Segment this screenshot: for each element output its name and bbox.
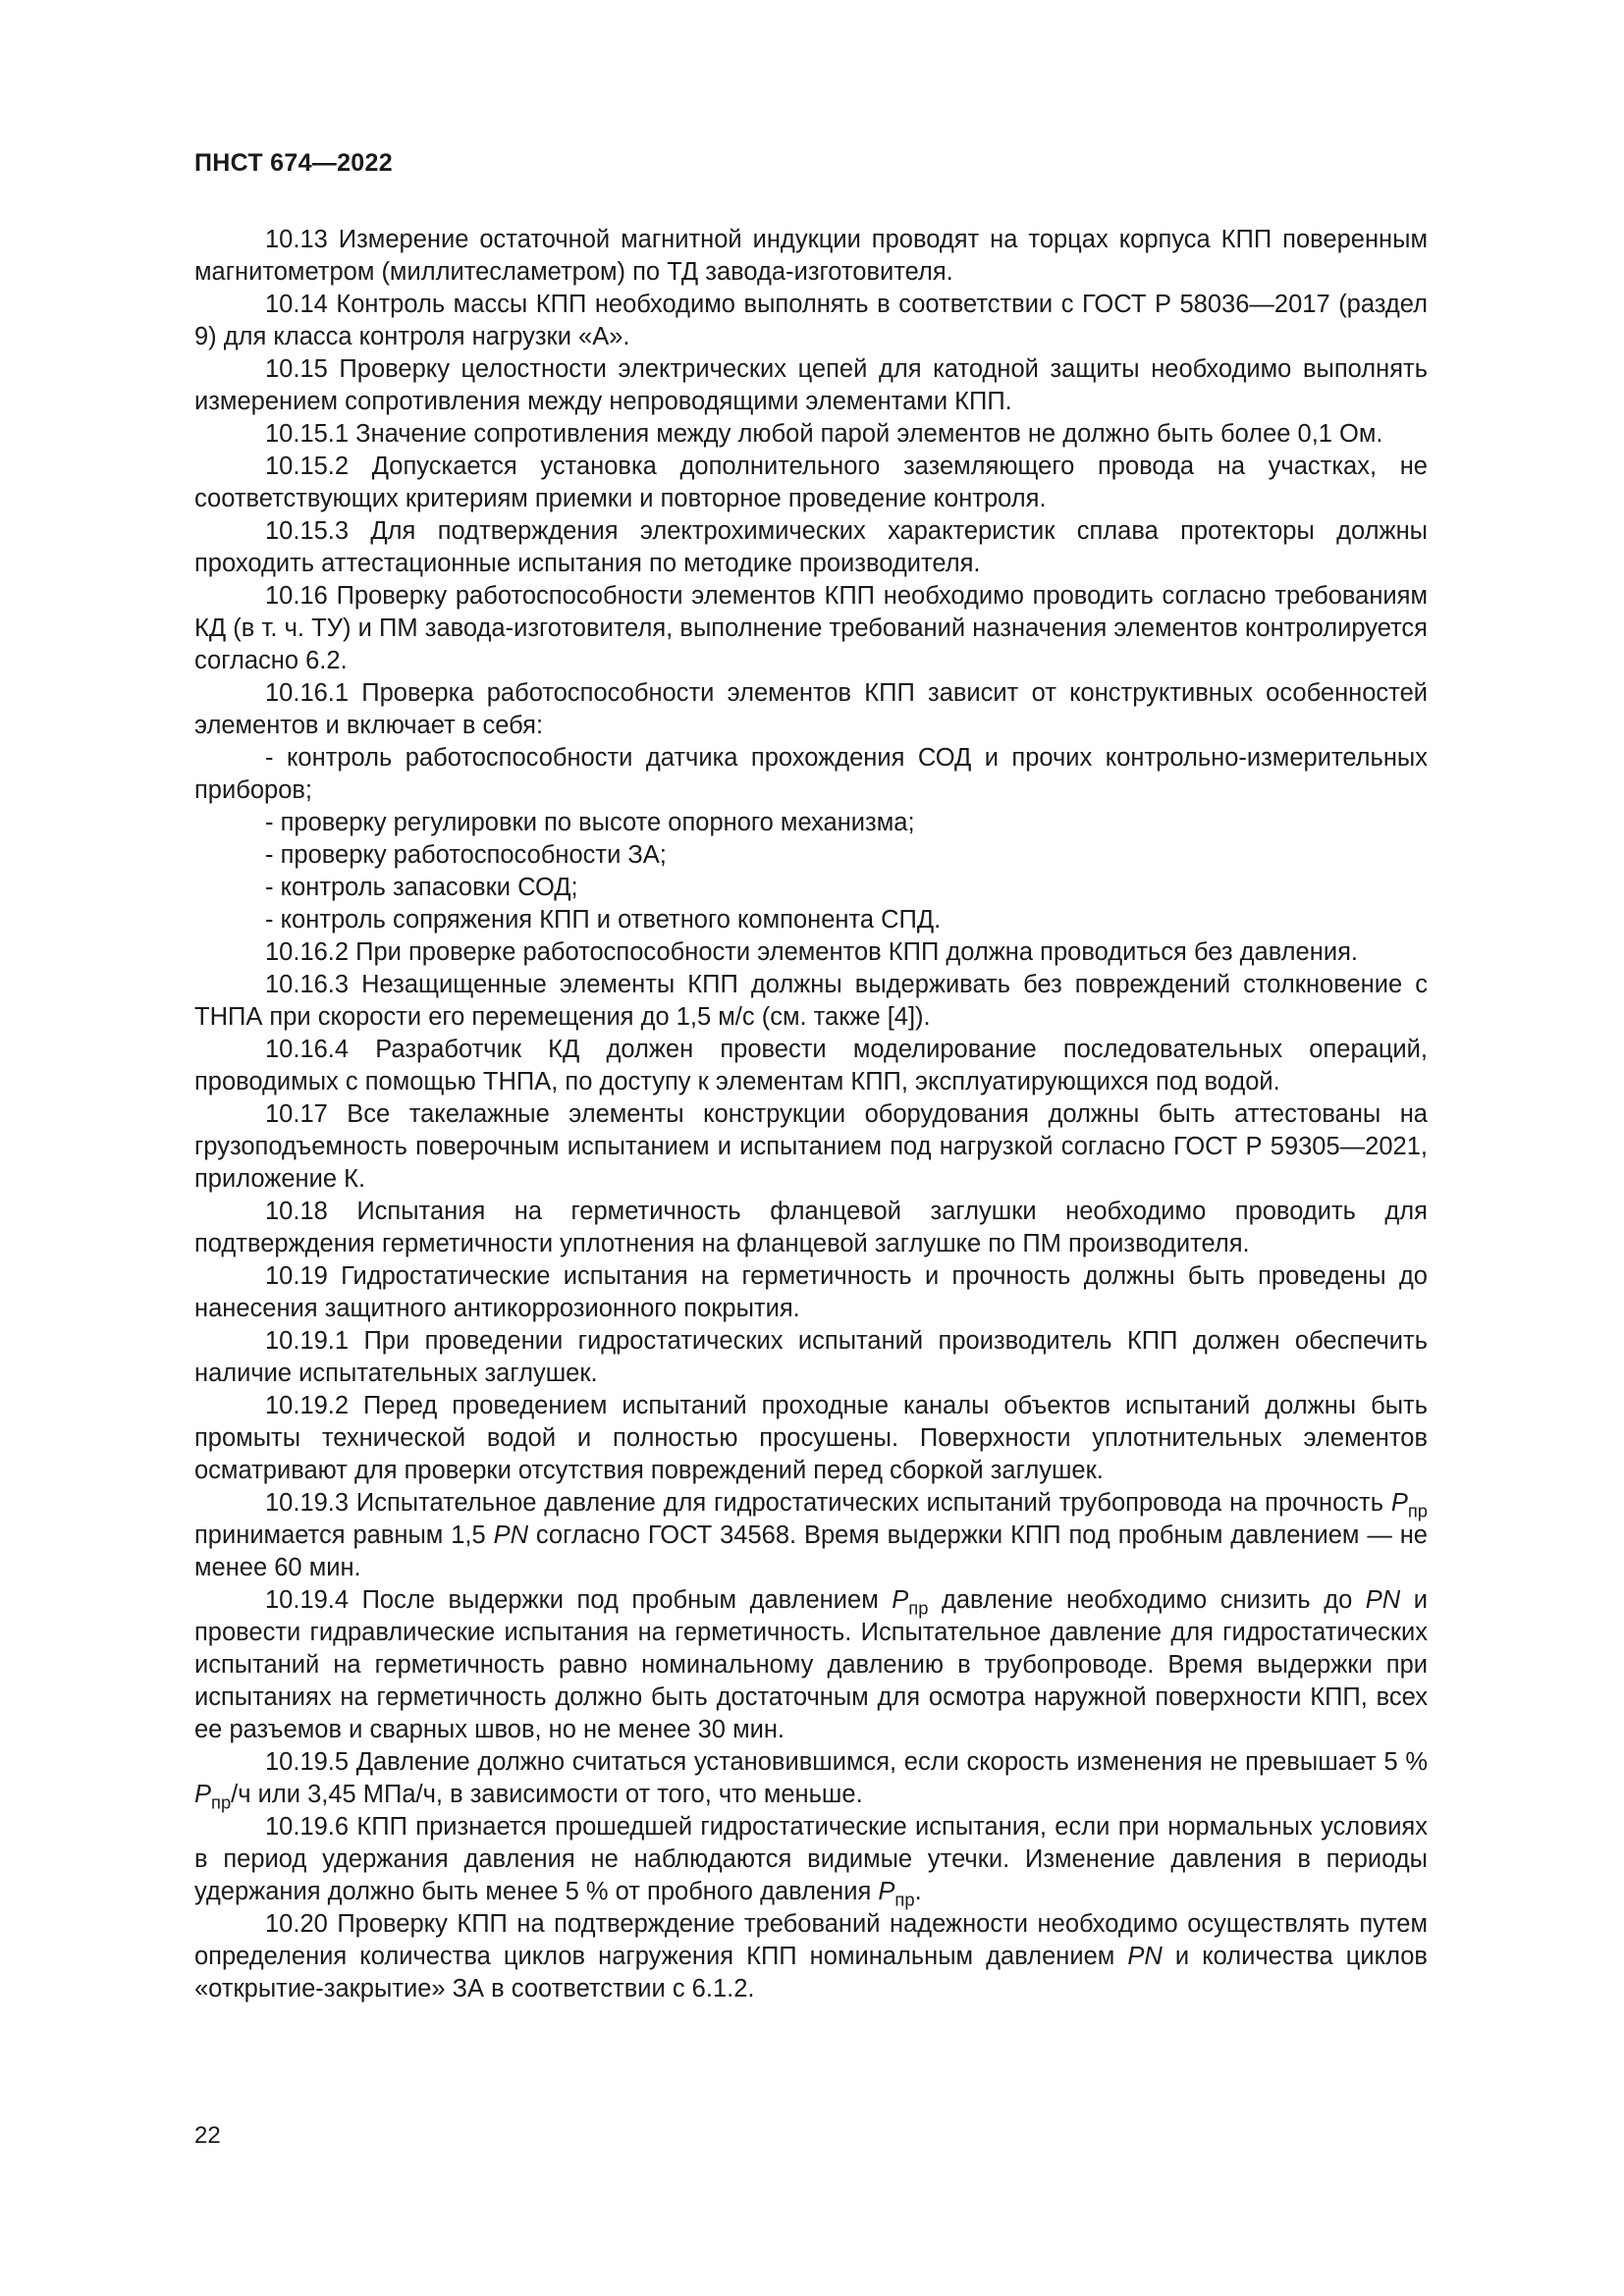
paragraph-10-16-2: 10.16.2 При проверке работоспособности элементов КПП должна проводиться без давления.	[265, 938, 1358, 966]
paragraph-10-17: 10.17 Все такелажные элементы конструкции оборудования должны быть аттестованы на грузоподъемность поверочным испытанием и испытанием под нагрузкой согласно ГОСТ Р 59305—2021, приложение К.	[194, 1100, 1428, 1193]
list-item: - проверку работоспособности ЗА;	[265, 841, 667, 869]
paragraph-10-19-5: 10.19.5 Давление должно считаться установившимся, если скорость изменения не превышает 5 % $P_{пр}/ч$ или 3,45 МПа/ч, в зависимости от того, что меньше.	[194, 1748, 1428, 1813]
list-item: - контроль запасовки СОД;	[265, 874, 578, 901]
paragraph-10-19-6: 10.19.6 КПП признается прошедшей гидростатические испытания, если при нормальных условиях в период удержания давления не наблюдаются видимые утечки. Изменение давления в периоды удержания должно быть менее 5 % от пробного давления $P_{пр}$.	[194, 1813, 1428, 1910]
paragraph-10-16: 10.16 Проверку работоспособности элементов КПП необходимо проводить согласно требованиям КД (в т. ч. ТУ) и ПМ завода-изготовителя, выполнение требований назначения элементов контролируется согласно 6.2.	[194, 582, 1428, 674]
paragraph-10-15-3: 10.15.3 Для подтверждения электрохимических характеристик сплава протекторы должны проходить аттестационные испытания по методике производителя.	[194, 517, 1428, 577]
paragraph-10-16-3: 10.16.3 Незащищенные элементы КПП должны выдерживать без повреждений столкновение с ТНПА при скорости его перемещения до 1,5 м/с (см. также [4]).	[194, 971, 1428, 1031]
paragraph-10-15-1: 10.15.1 Значение сопротивления между любой парой элементов не должно быть более 0,1 Ом.	[265, 420, 1383, 448]
paragraph-10-16-1: 10.16.1 Проверка работоспособности элементов КПП зависит от конструктивных особенностей элементов и включает в себя:	[194, 679, 1428, 739]
paragraph-10-15: 10.15 Проверку целостности электрических цепей для катодной защиты необходимо выполнять измерением сопротивления между непроводящими элементами КПП.	[194, 355, 1428, 415]
paragraph-10-13: 10.13 Измерение остаточной магнитной индукции проводят на торцах корпуса КПП поверенным магнитометром (миллитесламетром) по ТД завода-изготовителя.	[194, 226, 1428, 286]
paragraph-10-19-1: 10.19.1 При проведении гидростатических испытаний производитель КПП должен обеспечить наличие испытательных заглушек.	[194, 1327, 1428, 1387]
paragraph-10-19: 10.19 Гидростатические испытания на герметичность и прочность должны быть проведены до нанесения защитного антикоррозионного покрытия.	[194, 1262, 1428, 1322]
paragraph-10-18: 10.18 Испытания на герметичность фланцевой заглушки необходимо проводить для подтверждения герметичности уплотнения на фланцевой заглушке по ПМ производителя.	[194, 1198, 1428, 1257]
paragraph-10-14: 10.14 Контроль массы КПП необходимо выполнять в соответствии с ГОСТ Р 58036—2017 (раздел 9) для класса контроля нагрузки «А».	[194, 291, 1428, 350]
paragraph-10-19-4: 10.19.4 После выдержки под пробным давлением $P_{пр}$ давление необходимо снизить до PN и провести гидравлические испытания на герметичность. Испытательное давление для гидростатических испытаний на герметичность равно номинальному давлению в трубопроводе. Время выдержки при испытаниях на герметичность должно быть достаточным для осмотра наружной поверхности КПП, всех ее разъемов и сварных швов, но не менее 30 мин.	[194, 1586, 1428, 1743]
page-number: 22	[194, 2122, 221, 2149]
document-body	[194, 224, 1428, 2005]
paragraph-10-19-2: 10.19.2 Перед проведением испытаний проходные каналы объектов испытаний должны быть промыты технической водой и полностью просушены. Поверхности уплотнительных элементов осматривают для проверки отсутствия повреждений перед сборкой заглушек.	[194, 1392, 1428, 1484]
paragraph-10-20: 10.20 Проверку КПП на подтверждение требований надежности необходимо осуществлять путем определения количества циклов нагружения КПП номинальным давлением PN и количества циклов «открытие-закрытие» ЗА в соответствии с 6.1.2.	[194, 1910, 1428, 2002]
list-item: - контроль работоспособности датчика прохождения СОД и прочих контрольно-измерительных приборов;	[194, 744, 1428, 804]
list-item: - контроль сопряжения КПП и ответного компонента СПД.	[265, 906, 942, 934]
document-code-header: ПНСТ 674—2022	[194, 149, 393, 177]
paragraph-10-16-4: 10.16.4 Разработчик КД должен провести моделирование последовательных операций, проводимых с помощью ТНПА, по доступу к элементам КПП, эксплуатирующихся под водой.	[194, 1036, 1428, 1095]
list-item: - проверку регулировки по высоте опорного механизма;	[265, 809, 915, 836]
paragraph-10-19-3: 10.19.3 Испытательное давление для гидростатических испытаний трубопровода на прочность $P_{пр}$ принимается равным 1,5 PN согласно ГОСТ 34568. Время выдержки КПП под пробным давлением — не менее 60 мин.	[194, 1489, 1428, 1581]
paragraph-10-15-2: 10.15.2 Допускается установка дополнительного заземляющего провода на участках, не соответствующих критериям приемки и повторное проведение контроля.	[194, 453, 1428, 512]
